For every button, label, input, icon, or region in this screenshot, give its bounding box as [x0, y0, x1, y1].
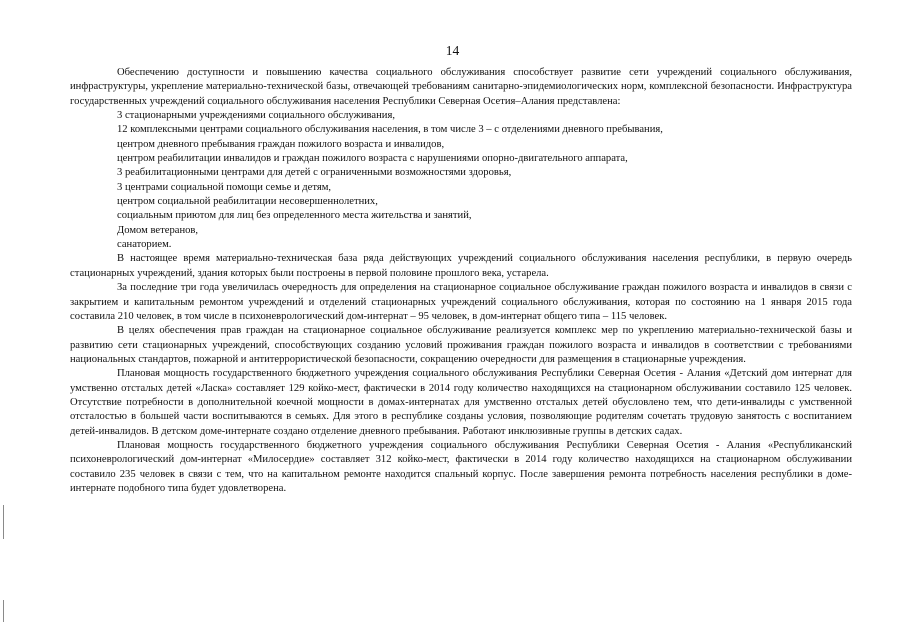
scan-edge-mark [3, 505, 4, 539]
list-item: 3 реабилитационными центрами для детей с ограниченными возможностями здоровья, [117, 167, 512, 179]
list-item: Домом ветеранов, [117, 224, 199, 236]
paragraph-neuro-home: Плановая мощность государственного бюджетного учреждения социального обслуживания Республики Северная Осетия - Алания «Республиканский психоневрологический дом-интернат «Милосердие» составляет 312 койко-мест, фактически в 2014 году количество находящихся на стационарном обслуживании составило 235 человек в связи с тем, что на капитальном ремонте находится спальный корпус. После завершения ремонта потребность населения республики в доме-интернате подобного типа будет удовлетворена. [70, 439, 852, 494]
list-item: центром дневного пребывания граждан пожилого возраста и инвалидов, [117, 138, 445, 150]
scan-edge-mark [3, 600, 4, 622]
list-item: центром реабилитации инвалидов и граждан пожилого возраста с нарушениями опорно-двигательного аппарата, [117, 153, 628, 165]
list-item: санаторием. [117, 239, 172, 251]
list-item: 3 центрами социальной помощи семье и детям, [117, 181, 332, 193]
institution-list [70, 109, 852, 252]
paragraph-measures: В целях обеспечения прав граждан на стационарное социальное обслуживание реализуется комплекс мер по укреплению материально-технической базы и развитию сети стационарных учреждений, способствующих созданию условий проживания граждан пожилого возраста и инвалидов в соответствии с требованиями национальных стандартов, пожарной и антитеррористической безопасности, сокращению очередности для размещения в стационарные учреждения. [70, 325, 852, 365]
list-item: 12 комплексными центрами социального обслуживания населения, в том числе 3 – с отделениями дневного пребывания, [117, 124, 663, 136]
intro-paragraph: Обеспечению доступности и повышению качества социального обслуживания способствует развитие сети учреждений социального обслуживания, инфраструктуры, укрепление материально-технической базы, отвечающей требованиям санитарно-эпидемиологических норм, комплексной безопасности. Инфраструктура государственных учреждений социального обслуживания населения Республики Северная Осетия–Алания представлена: [70, 67, 852, 107]
list-item: центром социальной реабилитации несовершеннолетних, [117, 196, 378, 208]
document-body [70, 66, 852, 496]
page-number: 14 [445, 43, 460, 58]
paragraph-queue: За последние три года увеличилась очередность для определения на стационарное социальное обслуживание граждан пожилого возраста и инвалидов в связи с закрытием и капитальным ремонтом учреждений и отделений стационарных учреждений социального обслуживания, которая по состоянию на 1 января 2015 года составила 210 человек, в том числе в психоневрологический дом-интернат – 95 человек, в дом-интернат общего типа – 115 человек. [70, 282, 852, 322]
list-item: социальным приютом для лиц без определенного места жительства и занятий, [117, 210, 472, 222]
list-item: 3 стационарными учреждениями социального обслуживания, [117, 110, 395, 122]
paragraph-infrastructure: В настоящее время материально-техническая база ряда действующих учреждений социального обслуживания населения республики, в первую очередь стационарных учреждений, здания которых были построены в первой половине прошлого века, устарела. [70, 253, 852, 279]
paragraph-children-home: Плановая мощность государственного бюджетного учреждения социального обслуживания Республики Северная Осетия - Алания «Детский дом интернат для умственно отсталых детей «Ласка» составляет 129 койко-мест, фактически в 2014 году количество находящихся на стационарном обслуживании составило 125 человек. Отсутствие потребности в дополнительной коечной мощности в домах-интернатах для умственно отсталых детей обусловлено тем, что дети-инвалиды с умственной отсталостью в большей части воспитываются в семьях. Для этого в республике созданы условия, позволяющие родителям сочетать трудовую занятость с воспитанием детей-инвалидов. В детском доме-интернате создано отделение дневного пребывания. Работают инклюзивные группы в детских садах. [70, 368, 852, 437]
